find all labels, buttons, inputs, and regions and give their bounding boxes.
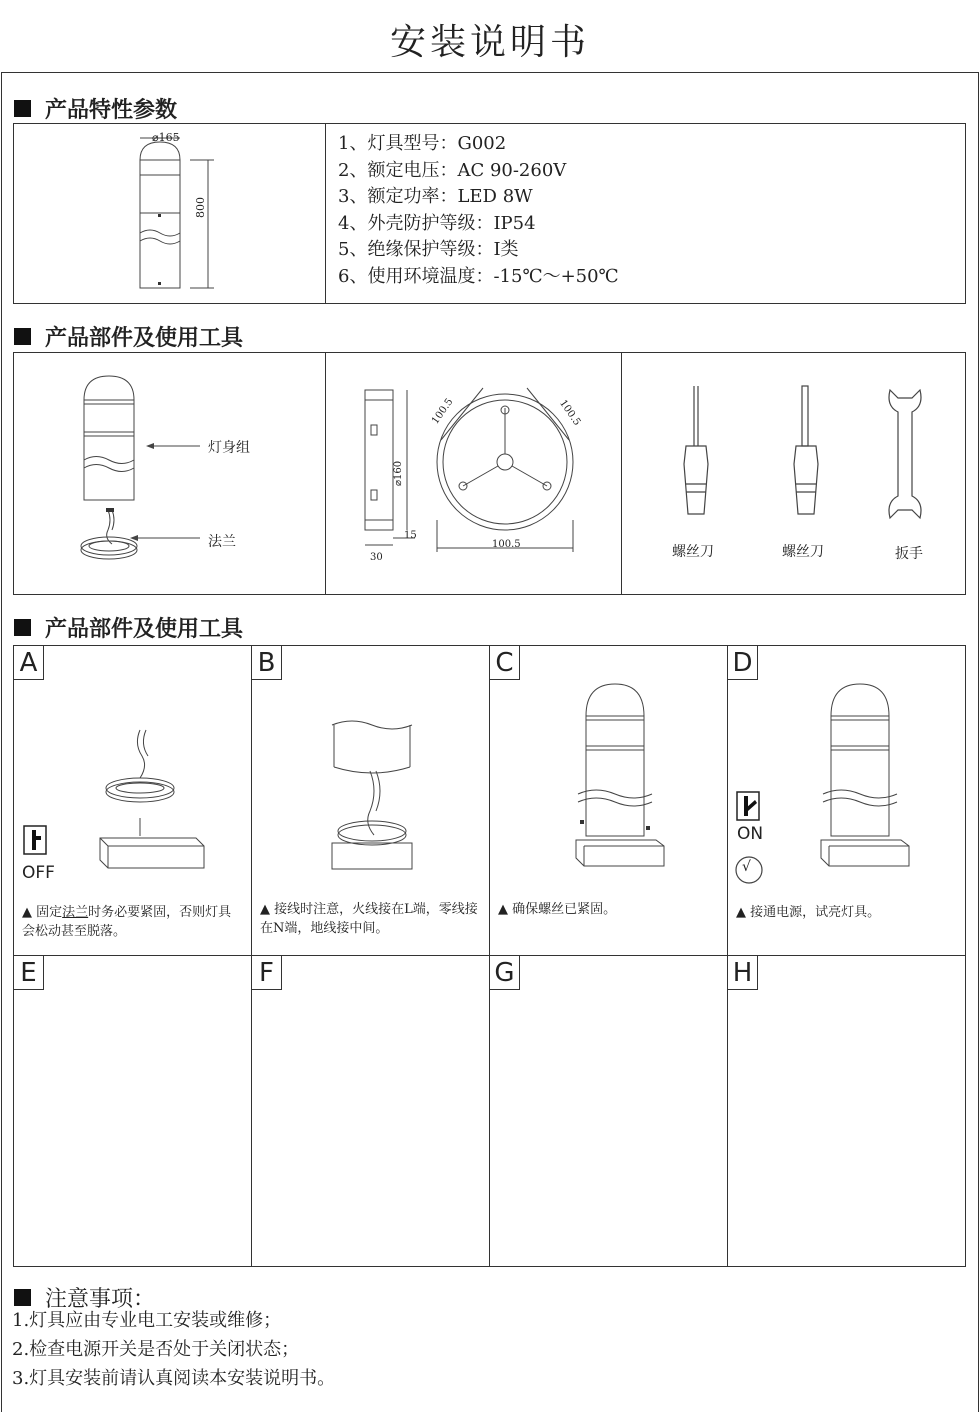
step-d-drawing bbox=[735, 676, 925, 876]
step-note bbox=[22, 903, 244, 941]
step-note: ▲ 确保螺丝已紧固。 bbox=[498, 902, 617, 917]
notes-heading-label: 注意事项： bbox=[45, 1287, 156, 1312]
dimension-label: 30 bbox=[370, 552, 383, 563]
note-text: ▲ 固定 bbox=[22, 905, 63, 920]
note-item: 1.灯具应由专业电工安装或维修； bbox=[12, 1310, 282, 1331]
spec-item: 4、外壳防护等级：IP54 bbox=[338, 212, 536, 234]
divider bbox=[325, 352, 326, 595]
page-title: 安装说明书 bbox=[389, 22, 590, 63]
lamp-dimension-drawing bbox=[120, 130, 240, 300]
section-heading-label: 产品部件及使用工具 bbox=[45, 617, 244, 642]
note-item: 2.检查电源开关是否处于关闭状态； bbox=[12, 1339, 300, 1360]
spec-item: 5、绝缘保护等级：I类 bbox=[338, 239, 519, 260]
dimension-label: 100.5 bbox=[556, 398, 583, 428]
dimension-label: ⌀165 bbox=[152, 131, 180, 144]
square-bullet-icon bbox=[14, 100, 31, 117]
section-heading-parts bbox=[14, 321, 243, 352]
step-letter: B bbox=[252, 646, 282, 680]
part-label-flange: 法兰 bbox=[208, 534, 236, 550]
step-letter: F bbox=[252, 956, 282, 990]
square-bullet-icon bbox=[14, 328, 31, 345]
dimension-label: 100.5 bbox=[492, 539, 521, 550]
square-bullet-icon bbox=[14, 619, 31, 636]
note-item: 3.灯具安装前请认真阅读本安装说明书。 bbox=[12, 1368, 336, 1389]
notes-list bbox=[12, 1306, 335, 1393]
dimension-label: ⌀160 bbox=[393, 460, 404, 486]
spec-list bbox=[338, 131, 619, 290]
part-label-body: 灯身组 bbox=[208, 440, 250, 456]
lamp-parts-drawing bbox=[70, 370, 270, 580]
switch-state-on: ON bbox=[737, 824, 764, 844]
spec-item: 1、灯具型号：G002 bbox=[338, 133, 507, 154]
spec-item: 3、额定功率：LED 8W bbox=[338, 186, 533, 207]
square-bullet-icon bbox=[14, 1289, 31, 1306]
step-letter: A bbox=[14, 646, 44, 680]
wrench-icon bbox=[884, 386, 928, 522]
step-b-drawing bbox=[320, 715, 440, 875]
spec-item: 6、使用环境温度：-15℃～+50℃ bbox=[338, 265, 619, 287]
phillips-screwdriver-icon bbox=[676, 384, 716, 524]
dimension-label: 100.5 bbox=[430, 396, 456, 427]
check-icon: √ bbox=[742, 859, 751, 875]
flat-screwdriver-icon bbox=[786, 384, 826, 524]
step-note: ▲ 接线时注意，火线接在L端，零线接在N端，地线接中间。 bbox=[260, 902, 478, 936]
step-letter: H bbox=[728, 956, 758, 990]
step-note: ▲ 接通电源，试亮灯具。 bbox=[736, 905, 881, 920]
note-text: 法兰 bbox=[62, 905, 89, 920]
divider bbox=[621, 352, 622, 595]
section-heading-steps bbox=[14, 612, 243, 643]
section-heading-label: 产品特性参数 bbox=[45, 98, 178, 123]
step-letter: C bbox=[490, 646, 520, 680]
section-heading-specs bbox=[14, 93, 177, 124]
step-c-drawing bbox=[560, 676, 680, 876]
tool-label: 扳手 bbox=[895, 546, 923, 562]
switch-state-off: OFF bbox=[22, 863, 55, 883]
section-heading-label: 产品部件及使用工具 bbox=[45, 326, 244, 351]
spec-item: 2、额定电压：AC 90-260V bbox=[338, 159, 567, 181]
divider bbox=[325, 123, 326, 304]
tool-label: 螺丝刀 bbox=[672, 544, 714, 560]
step-letter: E bbox=[14, 956, 44, 990]
dimension-label: 15 bbox=[404, 530, 417, 541]
step-letter: D bbox=[728, 646, 758, 680]
note-text: 时务必要紧固，否则灯具会松动甚至脱落。 bbox=[22, 905, 232, 939]
step-letter: G bbox=[490, 956, 520, 990]
tool-label: 螺丝刀 bbox=[782, 544, 824, 560]
dimension-label: 800 bbox=[194, 197, 207, 218]
